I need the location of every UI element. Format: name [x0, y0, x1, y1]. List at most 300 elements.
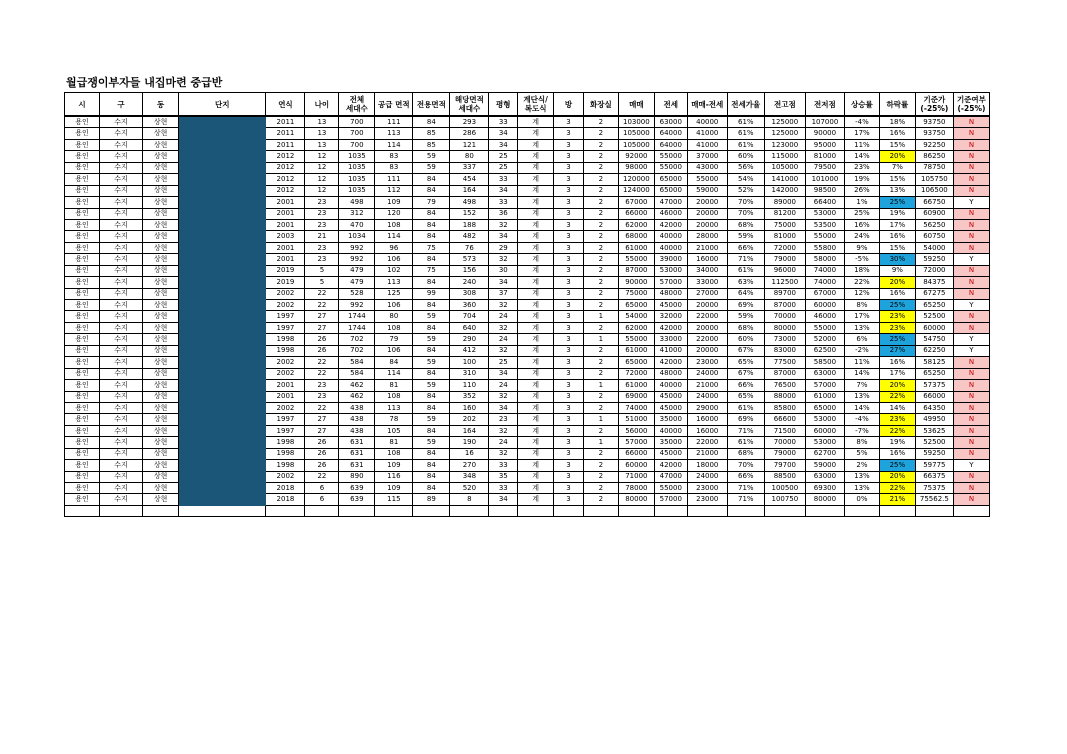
table-cell[interactable]: 59000 [687, 185, 727, 196]
table-cell[interactable]: 2 [583, 402, 618, 413]
table-cell[interactable]: 75 [413, 265, 450, 276]
table-cell[interactable]: 3 [554, 471, 584, 482]
table-cell[interactable]: 22 [305, 300, 339, 311]
table-cell[interactable]: 수지 [99, 174, 142, 185]
table-cell[interactable] [179, 483, 266, 494]
table-cell[interactable]: 2001 [266, 197, 305, 208]
table-cell[interactable]: 462 [339, 391, 375, 402]
table-cell[interactable]: 수지 [99, 139, 142, 150]
table-cell[interactable]: 18% [844, 265, 879, 276]
table-cell[interactable]: 24 [489, 311, 518, 322]
table-cell[interactable]: 계 [518, 391, 554, 402]
table-cell[interactable]: N [953, 425, 989, 436]
table-cell[interactable]: 2 [583, 448, 618, 459]
table-cell[interactable]: 16% [879, 128, 915, 139]
table-cell[interactable]: Y [953, 300, 989, 311]
table-cell[interactable]: 53000 [654, 265, 687, 276]
table-cell[interactable]: 2001 [266, 208, 305, 219]
table-cell[interactable]: 용인 [65, 231, 100, 242]
table-cell[interactable]: N [953, 174, 989, 185]
table-cell[interactable]: 90000 [618, 277, 654, 288]
table-cell[interactable]: 702 [339, 334, 375, 345]
table-cell[interactable]: 용인 [65, 311, 100, 322]
table-cell[interactable]: 3 [554, 391, 584, 402]
table-cell[interactable]: 2 [583, 116, 618, 128]
table-cell[interactable]: 115 [375, 494, 413, 505]
table-cell[interactable]: 22000 [687, 437, 727, 448]
column-header[interactable]: 해당면적 세대수 [450, 93, 489, 117]
table-cell[interactable]: 1998 [266, 437, 305, 448]
table-cell[interactable]: 84 [413, 174, 450, 185]
table-cell[interactable]: 2 [583, 208, 618, 219]
table-cell[interactable]: 81200 [764, 208, 805, 219]
column-header[interactable]: 구 [99, 93, 142, 117]
table-cell[interactable]: 34 [489, 231, 518, 242]
table-cell[interactable]: 106500 [915, 185, 953, 196]
table-cell[interactable]: 2 [583, 460, 618, 471]
table-cell[interactable]: 상현 [143, 311, 179, 322]
empty-cell[interactable] [143, 505, 179, 516]
table-cell[interactable]: 수지 [99, 265, 142, 276]
table-cell[interactable]: N [953, 368, 989, 379]
table-cell[interactable]: 53000 [805, 208, 844, 219]
table-cell[interactable]: 용인 [65, 254, 100, 265]
table-cell[interactable]: 59% [727, 231, 764, 242]
empty-cell[interactable] [654, 505, 687, 516]
table-cell[interactable]: 2001 [266, 391, 305, 402]
table-cell[interactable]: 59250 [915, 254, 953, 265]
table-cell[interactable]: 2012 [266, 151, 305, 162]
table-cell[interactable]: 141000 [764, 174, 805, 185]
table-cell[interactable]: 86250 [915, 151, 953, 162]
table-cell[interactable]: Y [953, 197, 989, 208]
table-cell[interactable]: 19% [879, 437, 915, 448]
table-cell[interactable]: 2 [583, 139, 618, 150]
table-cell[interactable]: 95000 [805, 139, 844, 150]
table-cell[interactable]: 498 [339, 197, 375, 208]
table-cell[interactable]: 49950 [915, 414, 953, 425]
table-cell[interactable]: 용인 [65, 265, 100, 276]
table-cell[interactable]: 3 [554, 242, 584, 253]
table-cell[interactable]: 2 [583, 185, 618, 196]
empty-cell[interactable] [305, 505, 339, 516]
table-cell[interactable]: 2 [583, 277, 618, 288]
empty-cell[interactable] [450, 505, 489, 516]
table-cell[interactable]: 25 [489, 162, 518, 173]
table-cell[interactable]: 23000 [687, 483, 727, 494]
table-cell[interactable]: N [953, 322, 989, 333]
table-cell[interactable]: 631 [339, 460, 375, 471]
table-cell[interactable]: 13% [844, 391, 879, 402]
table-cell[interactable]: 32 [489, 425, 518, 436]
table-cell[interactable]: 56000 [618, 425, 654, 436]
table-cell[interactable]: 계 [518, 139, 554, 150]
table-cell[interactable]: 90000 [805, 128, 844, 139]
table-cell[interactable]: 6% [844, 334, 879, 345]
table-cell[interactable]: 59 [413, 414, 450, 425]
empty-cell[interactable] [179, 505, 266, 516]
table-cell[interactable]: 188 [450, 219, 489, 230]
table-cell[interactable]: N [953, 151, 989, 162]
table-cell[interactable]: 40000 [654, 425, 687, 436]
table-cell[interactable]: 용인 [65, 483, 100, 494]
table-cell[interactable]: 63% [727, 277, 764, 288]
table-cell[interactable]: 24% [844, 231, 879, 242]
table-cell[interactable]: 상현 [143, 402, 179, 413]
table-cell[interactable]: 3 [554, 139, 584, 150]
table-cell[interactable]: 3 [554, 254, 584, 265]
table-cell[interactable]: 27% [879, 345, 915, 356]
table-cell[interactable]: 152 [450, 208, 489, 219]
table-cell[interactable]: 계 [518, 265, 554, 276]
empty-cell[interactable] [879, 505, 915, 516]
table-cell[interactable]: 35 [489, 471, 518, 482]
table-cell[interactable]: 21 [305, 231, 339, 242]
table-cell[interactable]: 용인 [65, 391, 100, 402]
table-cell[interactable]: 35000 [654, 414, 687, 425]
table-cell[interactable]: 16000 [687, 414, 727, 425]
table-cell[interactable]: 62000 [618, 219, 654, 230]
table-cell[interactable]: 120 [375, 208, 413, 219]
table-cell[interactable]: 56% [727, 162, 764, 173]
column-header[interactable]: 공급 면적 [375, 93, 413, 117]
table-cell[interactable]: 수지 [99, 334, 142, 345]
table-cell[interactable]: N [953, 471, 989, 482]
table-cell[interactable] [179, 185, 266, 196]
table-cell[interactable] [179, 242, 266, 253]
table-cell[interactable]: 30% [879, 254, 915, 265]
table-cell[interactable]: 121 [450, 139, 489, 150]
table-cell[interactable]: 83 [375, 162, 413, 173]
table-cell[interactable]: 72000 [618, 368, 654, 379]
table-cell[interactable]: 71% [727, 494, 764, 505]
table-cell[interactable]: 60000 [805, 300, 844, 311]
table-cell[interactable]: 26% [844, 185, 879, 196]
table-cell[interactable]: -4% [844, 116, 879, 128]
table-cell[interactable]: 2011 [266, 139, 305, 150]
table-cell[interactable]: 2 [583, 288, 618, 299]
table-cell[interactable]: 87000 [764, 368, 805, 379]
table-cell[interactable]: 6 [305, 483, 339, 494]
table-cell[interactable]: 68% [727, 219, 764, 230]
table-cell[interactable]: 64350 [915, 402, 953, 413]
table-cell[interactable]: 3 [554, 151, 584, 162]
table-cell[interactable]: 80 [450, 151, 489, 162]
empty-cell[interactable] [915, 505, 953, 516]
table-cell[interactable]: 17% [879, 368, 915, 379]
table-cell[interactable]: 3 [554, 265, 584, 276]
table-cell[interactable]: 3 [554, 357, 584, 368]
table-cell[interactable]: 105000 [764, 162, 805, 173]
table-cell[interactable]: 1744 [339, 322, 375, 333]
table-cell[interactable]: 3 [554, 425, 584, 436]
table-cell[interactable]: 수지 [99, 254, 142, 265]
table-cell[interactable]: 상현 [143, 151, 179, 162]
table-cell[interactable]: 89700 [764, 288, 805, 299]
table-cell[interactable]: 3 [554, 300, 584, 311]
table-cell[interactable]: 66000 [618, 208, 654, 219]
table-cell[interactable]: 60000 [915, 322, 953, 333]
table-cell[interactable]: 16% [844, 219, 879, 230]
table-cell[interactable]: 57000 [618, 437, 654, 448]
table-cell[interactable]: 2002 [266, 300, 305, 311]
table-cell[interactable]: 66750 [915, 197, 953, 208]
column-header[interactable]: 전저점 [805, 93, 844, 117]
table-cell[interactable]: 용인 [65, 494, 100, 505]
table-cell[interactable]: 수지 [99, 128, 142, 139]
table-cell[interactable]: 수지 [99, 151, 142, 162]
table-cell[interactable]: 수지 [99, 322, 142, 333]
table-cell[interactable]: 360 [450, 300, 489, 311]
table-cell[interactable]: 498 [450, 197, 489, 208]
empty-cell[interactable] [375, 505, 413, 516]
table-cell[interactable]: 수지 [99, 277, 142, 288]
table-cell[interactable]: 75000 [764, 219, 805, 230]
table-cell[interactable]: -2% [844, 345, 879, 356]
table-cell[interactable]: 33 [489, 116, 518, 128]
table-cell[interactable]: 계 [518, 300, 554, 311]
table-cell[interactable]: 93750 [915, 128, 953, 139]
table-cell[interactable]: 110 [450, 380, 489, 391]
table-cell[interactable]: 9% [879, 265, 915, 276]
table-cell[interactable]: 1998 [266, 448, 305, 459]
table-cell[interactable]: 수지 [99, 483, 142, 494]
empty-cell[interactable] [266, 505, 305, 516]
table-cell[interactable]: 용인 [65, 162, 100, 173]
column-header[interactable]: 기준가 (-25%) [915, 93, 953, 117]
table-cell[interactable]: 2 [583, 197, 618, 208]
table-cell[interactable]: 704 [450, 311, 489, 322]
table-cell[interactable]: 101000 [805, 174, 844, 185]
table-cell[interactable]: 58125 [915, 357, 953, 368]
table-cell[interactable] [179, 425, 266, 436]
table-cell[interactable]: 106 [375, 300, 413, 311]
table-cell[interactable]: 55000 [618, 334, 654, 345]
table-cell[interactable]: 수지 [99, 162, 142, 173]
table-cell[interactable]: 71000 [618, 471, 654, 482]
table-cell[interactable]: 65250 [915, 300, 953, 311]
table-cell[interactable]: 41000 [687, 128, 727, 139]
table-cell[interactable]: 용인 [65, 242, 100, 253]
table-cell[interactable]: 71% [727, 254, 764, 265]
table-cell[interactable]: 1997 [266, 425, 305, 436]
table-cell[interactable]: 71% [727, 425, 764, 436]
table-cell[interactable]: 용인 [65, 116, 100, 128]
table-cell[interactable]: 계 [518, 219, 554, 230]
table-cell[interactable]: 23 [305, 380, 339, 391]
table-cell[interactable] [179, 368, 266, 379]
table-cell[interactable]: 19% [879, 208, 915, 219]
table-cell[interactable]: 70% [727, 460, 764, 471]
table-cell[interactable]: 계 [518, 402, 554, 413]
table-cell[interactable]: 1035 [339, 151, 375, 162]
table-cell[interactable]: 1998 [266, 345, 305, 356]
table-cell[interactable]: 5 [305, 265, 339, 276]
table-cell[interactable]: 48000 [654, 368, 687, 379]
table-cell[interactable]: N [953, 494, 989, 505]
table-cell[interactable] [179, 391, 266, 402]
table-cell[interactable]: 32 [489, 219, 518, 230]
table-cell[interactable]: 수지 [99, 197, 142, 208]
table-cell[interactable]: 42000 [654, 219, 687, 230]
table-cell[interactable]: 계 [518, 494, 554, 505]
table-cell[interactable]: 2 [583, 368, 618, 379]
table-cell[interactable]: N [953, 277, 989, 288]
table-cell[interactable]: 12% [844, 288, 879, 299]
table-cell[interactable]: 40000 [654, 242, 687, 253]
table-cell[interactable]: 용인 [65, 402, 100, 413]
table-cell[interactable]: Y [953, 254, 989, 265]
table-cell[interactable]: 24000 [687, 471, 727, 482]
table-cell[interactable]: 74000 [618, 402, 654, 413]
table-cell[interactable] [179, 128, 266, 139]
table-cell[interactable]: 108 [375, 322, 413, 333]
table-cell[interactable]: 100 [450, 357, 489, 368]
table-cell[interactable]: 102 [375, 265, 413, 276]
table-cell[interactable]: 352 [450, 391, 489, 402]
table-cell[interactable]: 270 [450, 460, 489, 471]
table-cell[interactable]: 479 [339, 265, 375, 276]
table-cell[interactable]: 상현 [143, 425, 179, 436]
table-cell[interactable]: 81 [375, 380, 413, 391]
table-cell[interactable]: 27000 [687, 288, 727, 299]
table-cell[interactable]: 13 [305, 139, 339, 150]
empty-cell[interactable] [518, 505, 554, 516]
table-cell[interactable]: 111 [375, 174, 413, 185]
table-cell[interactable]: 58000 [805, 254, 844, 265]
table-cell[interactable]: 482 [450, 231, 489, 242]
table-cell[interactable]: 2003 [266, 231, 305, 242]
table-cell[interactable]: 24 [489, 380, 518, 391]
table-cell[interactable]: N [953, 242, 989, 253]
table-cell[interactable]: 상현 [143, 185, 179, 196]
table-cell[interactable]: 54% [727, 174, 764, 185]
table-cell[interactable]: 64000 [654, 128, 687, 139]
table-cell[interactable]: 992 [339, 242, 375, 253]
table-cell[interactable]: 83000 [764, 345, 805, 356]
table-cell[interactable]: 용인 [65, 414, 100, 425]
table-cell[interactable]: N [953, 288, 989, 299]
table-cell[interactable]: 23 [305, 197, 339, 208]
table-cell[interactable] [179, 334, 266, 345]
table-cell[interactable]: 59 [413, 437, 450, 448]
table-cell[interactable]: 125000 [764, 128, 805, 139]
table-cell[interactable]: 14% [844, 368, 879, 379]
table-cell[interactable]: 462 [339, 380, 375, 391]
table-cell[interactable]: 71500 [764, 425, 805, 436]
table-cell[interactable]: 59 [413, 311, 450, 322]
table-cell[interactable]: 84 [413, 185, 450, 196]
table-cell[interactable]: 53625 [915, 425, 953, 436]
table-cell[interactable]: 수지 [99, 231, 142, 242]
table-cell[interactable]: 312 [339, 208, 375, 219]
table-cell[interactable]: 293 [450, 116, 489, 128]
column-header[interactable]: 전용면적 [413, 93, 450, 117]
table-cell[interactable]: 1 [583, 334, 618, 345]
table-cell[interactable]: 수지 [99, 219, 142, 230]
table-cell[interactable]: 57375 [915, 380, 953, 391]
empty-cell[interactable] [618, 505, 654, 516]
table-cell[interactable]: 상현 [143, 471, 179, 482]
table-cell[interactable]: 7% [844, 380, 879, 391]
table-cell[interactable]: 68% [727, 448, 764, 459]
table-cell[interactable]: 479 [339, 277, 375, 288]
table-cell[interactable]: 67000 [805, 288, 844, 299]
table-cell[interactable] [179, 322, 266, 333]
table-cell[interactable]: N [953, 414, 989, 425]
table-cell[interactable]: 11% [844, 139, 879, 150]
table-cell[interactable]: 63000 [654, 116, 687, 128]
table-cell[interactable]: 22% [879, 425, 915, 436]
table-cell[interactable]: 용인 [65, 380, 100, 391]
table-cell[interactable]: 34 [489, 277, 518, 288]
table-cell[interactable]: 67275 [915, 288, 953, 299]
table-cell[interactable]: 348 [450, 471, 489, 482]
table-cell[interactable]: 2 [583, 425, 618, 436]
table-cell[interactable]: 69000 [618, 391, 654, 402]
table-cell[interactable]: 52000 [805, 334, 844, 345]
table-cell[interactable]: 1035 [339, 185, 375, 196]
table-cell[interactable]: 상현 [143, 242, 179, 253]
table-cell[interactable]: 22 [305, 288, 339, 299]
table-cell[interactable]: 용인 [65, 300, 100, 311]
table-cell[interactable]: 용인 [65, 219, 100, 230]
table-cell[interactable]: 계 [518, 437, 554, 448]
table-cell[interactable]: 79700 [764, 460, 805, 471]
table-cell[interactable]: 수지 [99, 471, 142, 482]
table-cell[interactable]: 99 [413, 288, 450, 299]
table-cell[interactable]: 22% [879, 391, 915, 402]
table-cell[interactable]: 61000 [618, 380, 654, 391]
table-cell[interactable]: 3 [554, 414, 584, 425]
table-cell[interactable]: 79000 [764, 448, 805, 459]
table-cell[interactable]: 20000 [687, 208, 727, 219]
table-cell[interactable]: 438 [339, 414, 375, 425]
table-cell[interactable]: 84375 [915, 277, 953, 288]
table-cell[interactable]: 69% [727, 414, 764, 425]
table-cell[interactable]: 85 [413, 139, 450, 150]
table-cell[interactable]: 용인 [65, 448, 100, 459]
table-cell[interactable] [179, 460, 266, 471]
table-cell[interactable]: N [953, 208, 989, 219]
table-cell[interactable]: 80000 [618, 494, 654, 505]
column-header[interactable]: 상승률 [844, 93, 879, 117]
table-cell[interactable]: 81000 [764, 231, 805, 242]
table-cell[interactable]: 3 [554, 483, 584, 494]
table-cell[interactable]: 700 [339, 139, 375, 150]
table-cell[interactable]: 계 [518, 174, 554, 185]
table-cell[interactable]: 계 [518, 185, 554, 196]
table-cell[interactable]: 42000 [654, 460, 687, 471]
table-cell[interactable]: 용인 [65, 208, 100, 219]
column-header[interactable]: 전세가율 [727, 93, 764, 117]
table-cell[interactable]: 8% [844, 437, 879, 448]
table-cell[interactable] [179, 219, 266, 230]
table-cell[interactable]: Y [953, 460, 989, 471]
table-cell[interactable]: 상현 [143, 116, 179, 128]
column-header[interactable]: 매매 [618, 93, 654, 117]
table-cell[interactable]: 37000 [687, 151, 727, 162]
table-cell[interactable]: 64000 [654, 139, 687, 150]
table-cell[interactable]: 상현 [143, 208, 179, 219]
table-cell[interactable]: 106 [375, 254, 413, 265]
table-cell[interactable]: 2 [583, 471, 618, 482]
table-cell[interactable]: -7% [844, 425, 879, 436]
table-cell[interactable]: 23% [844, 162, 879, 173]
table-cell[interactable]: 상현 [143, 334, 179, 345]
column-header[interactable]: 시 [65, 93, 100, 117]
table-cell[interactable] [179, 139, 266, 150]
